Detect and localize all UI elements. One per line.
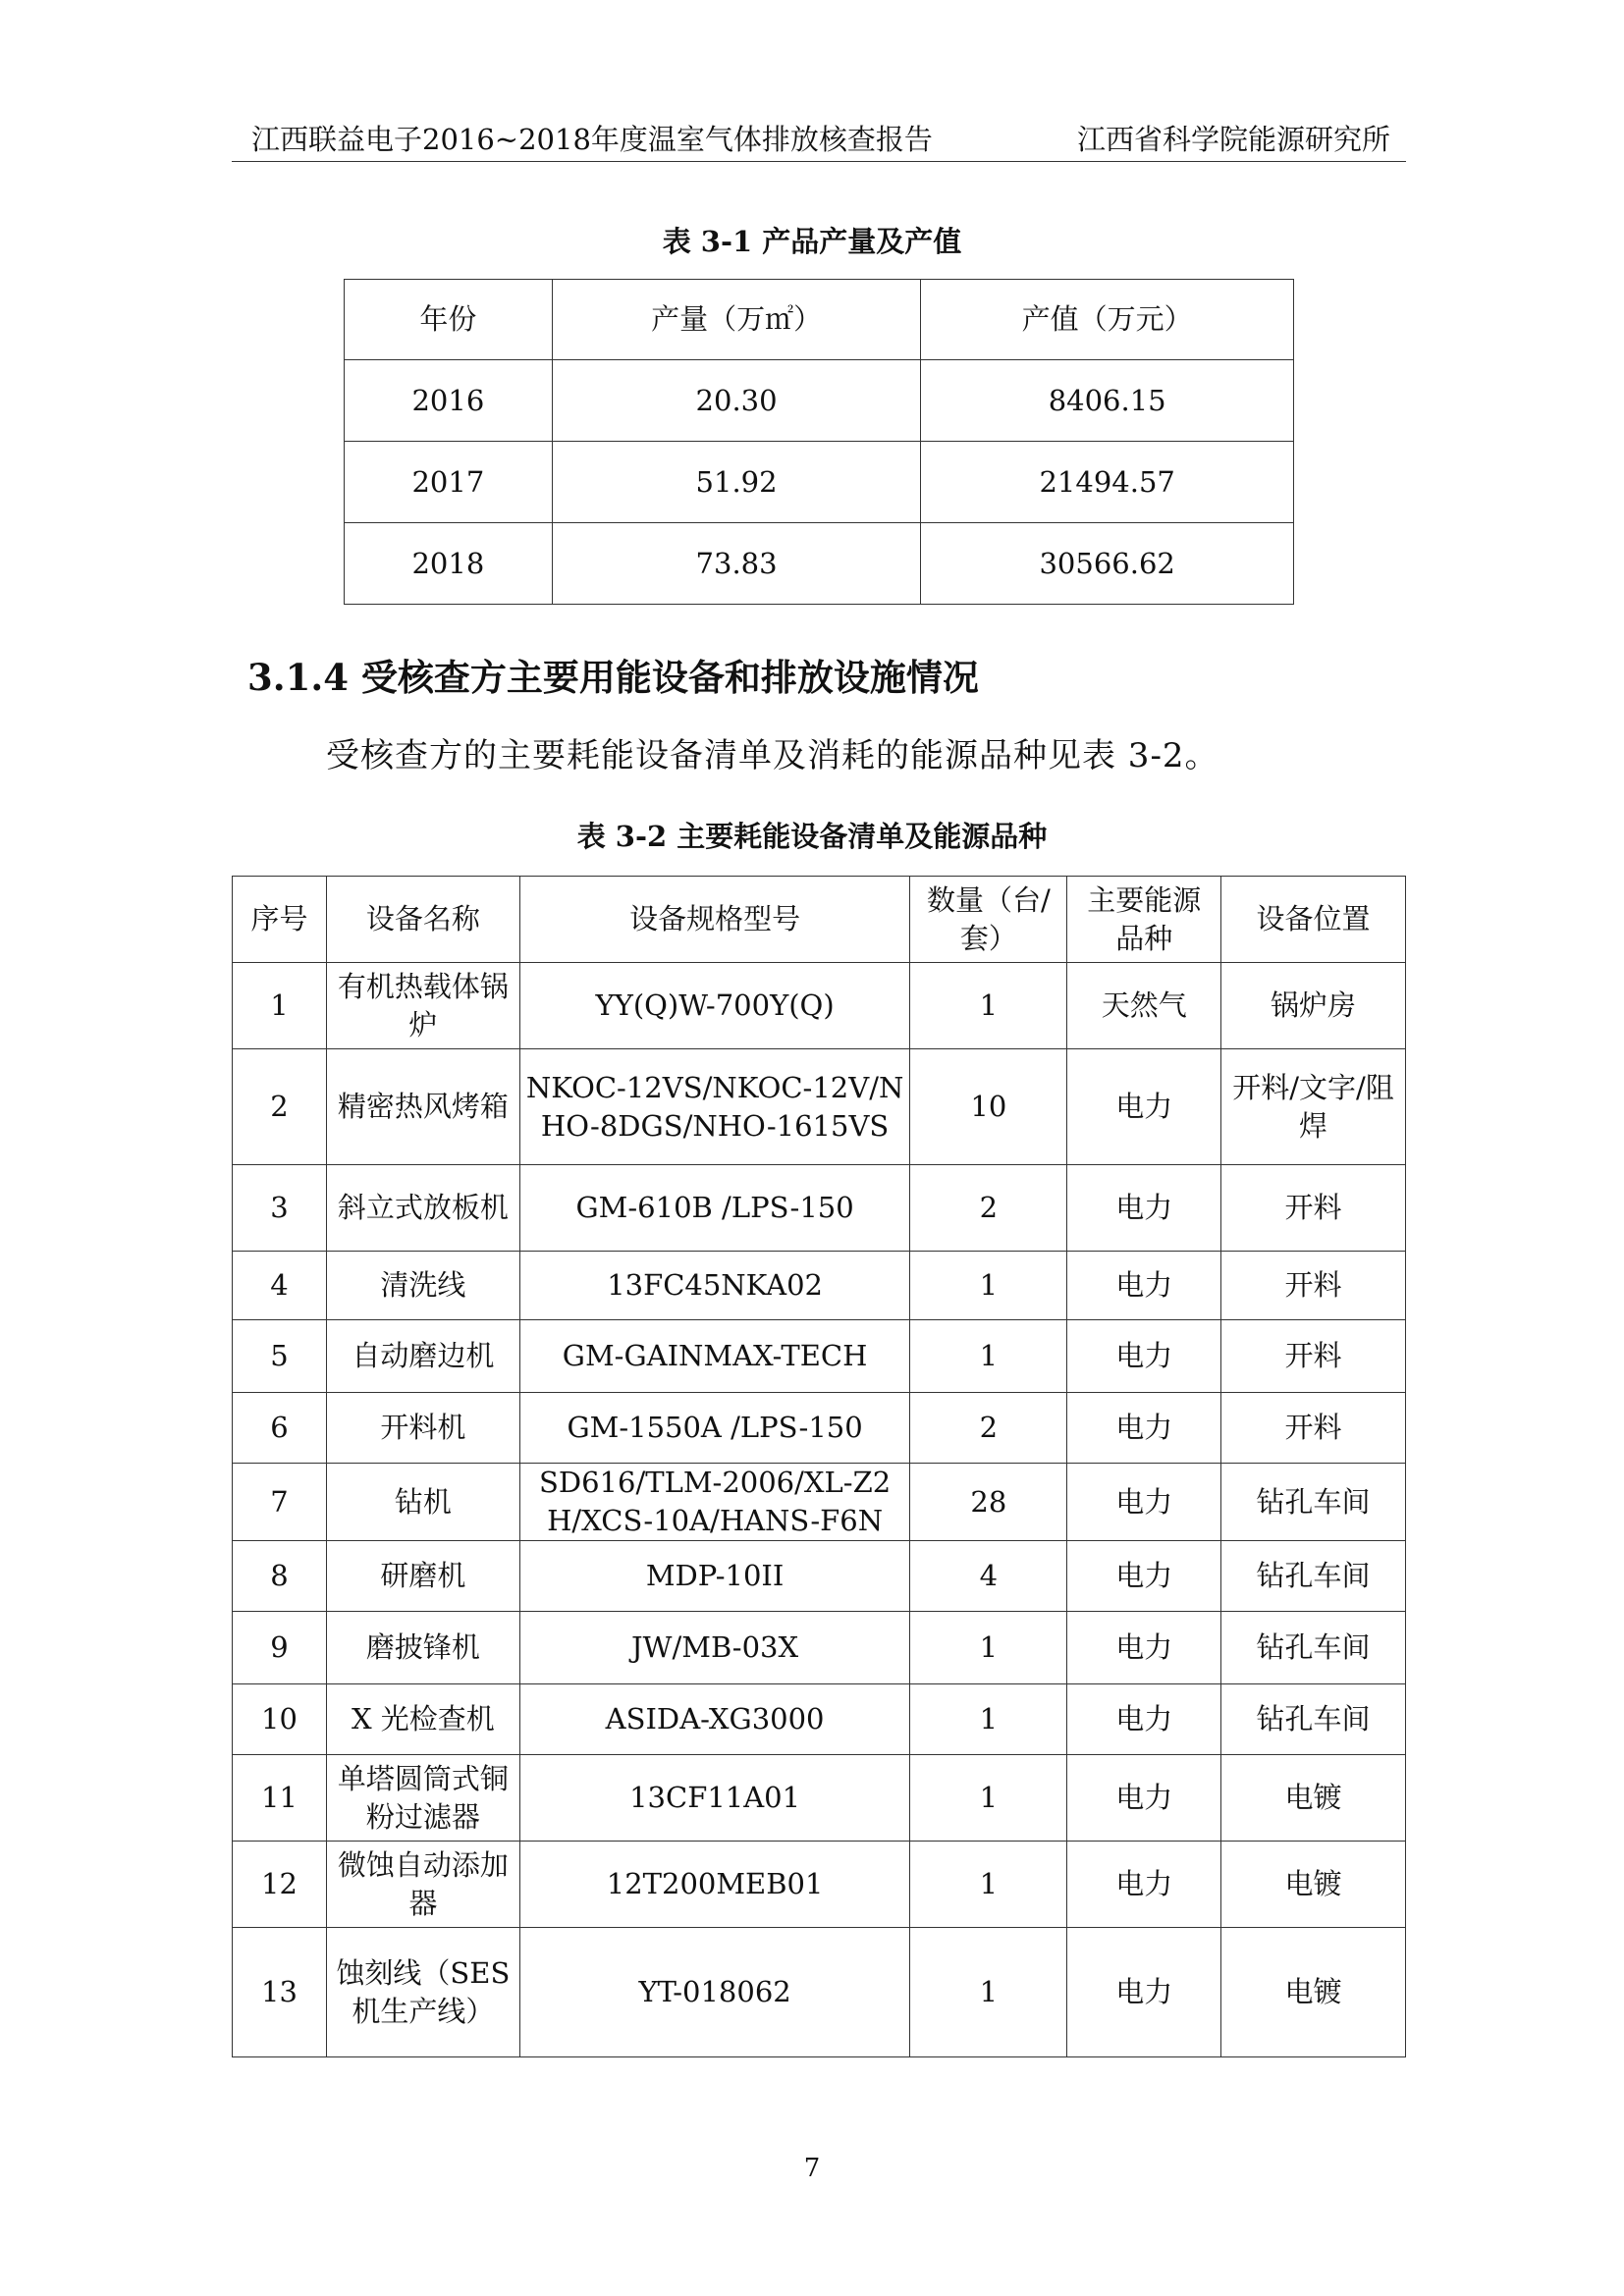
table2-cell: 开料/文字/阻焊 [1221,1049,1406,1165]
table-row [233,1165,1406,1252]
table-row [233,1393,1406,1464]
table1-cell: 8406.15 [921,360,1294,442]
table1-cell: 51.92 [552,442,921,523]
table2-cell: 单塔圆筒式铜粉过滤器 [326,1755,519,1842]
table2-cell: 蚀刻线（SES 机生产线） [326,1928,519,2057]
table2-cell: YT-018062 [519,1928,910,2057]
table-row [233,1252,1406,1320]
table2-header-cell: 序号 [233,877,327,963]
table-row [233,1928,1406,2057]
table2-cell: 钻孔车间 [1221,1464,1406,1541]
table2-cell: 28 [910,1464,1067,1541]
table2-cell: MDP-10II [519,1541,910,1612]
section-paragraph: 受核查方的主要耗能设备清单及消耗的能源品种见表 3-2。 [326,736,1219,775]
table2-cell: GM-1550A /LPS-150 [519,1393,910,1464]
table2-cell: 1 [910,1928,1067,2057]
table2-cell: GM-GAINMAX-TECH [519,1320,910,1393]
table2-cell: 电力 [1067,1541,1221,1612]
table2-cell: 8 [233,1541,327,1612]
table2-cell: 斜立式放板机 [326,1165,519,1252]
table-row [233,1541,1406,1612]
table2-cell: 开料 [1221,1165,1406,1252]
table-row [345,442,1294,523]
table2-header-cell: 设备位置 [1221,877,1406,963]
table2-cell: 13CF11A01 [519,1755,910,1842]
table2-cell: 1 [233,963,327,1049]
table-row [233,1755,1406,1842]
table-row [233,963,1406,1049]
table2-cell: 5 [233,1320,327,1393]
table1-header-cell: 年份 [345,280,553,360]
table2-cell: 4 [233,1252,327,1320]
table-row [233,1842,1406,1928]
table1-cell: 30566.62 [921,523,1294,605]
page-header [232,116,1406,162]
table2-cell: 1 [910,1842,1067,1928]
table1-header-row [345,280,1294,360]
table-row [233,1684,1406,1755]
table2-cell: 10 [233,1684,327,1755]
table2-cell: 电力 [1067,1165,1221,1252]
table2-cell: NKOC-12VS/NKOC-12V/NHO-8DGS/NHO-1615VS [519,1049,910,1165]
table2-cell: 11 [233,1755,327,1842]
table1-header-cell: 产量（万㎡） [552,280,921,360]
table2-header-cell: 数量（台/套） [910,877,1067,963]
table2-cell: 3 [233,1165,327,1252]
table2-cell: 1 [910,1755,1067,1842]
table2-cell: X 光检查机 [326,1684,519,1755]
table2-cell: 有机热载体锅炉 [326,963,519,1049]
table2-cell: 磨披锋机 [326,1612,519,1684]
table2-cell: 天然气 [1067,963,1221,1049]
table1-cell: 73.83 [552,523,921,605]
table2-header-cell: 设备规格型号 [519,877,910,963]
table2-cell: 13 [233,1928,327,2057]
table2-cell: 1 [910,1320,1067,1393]
table-row [233,1320,1406,1393]
table2-cell: SD616/TLM-2006/XL-Z2H/XCS-10A/HANS-F6N [519,1464,910,1541]
table2-cell: 7 [233,1464,327,1541]
production-table [344,279,1294,605]
table-row [233,1612,1406,1684]
table2-cell: 微蚀自动添加器 [326,1842,519,1928]
table1-cell: 2016 [345,360,553,442]
table2-cell: 电力 [1067,1393,1221,1464]
table2-cell: 开料 [1221,1393,1406,1464]
table2-cell: 13FC45NKA02 [519,1252,910,1320]
table2-cell: 电力 [1067,1049,1221,1165]
table2-cell: 1 [910,1684,1067,1755]
table1-cell: 21494.57 [921,442,1294,523]
table-row [233,1049,1406,1165]
table2-cell: 1 [910,1252,1067,1320]
table2-cell: 钻孔车间 [1221,1684,1406,1755]
table2-cell: 电镀 [1221,1842,1406,1928]
table2-cell: 9 [233,1612,327,1684]
table2-cell: 10 [910,1049,1067,1165]
table2-header-row [233,877,1406,963]
table2-cell: 12T200MEB01 [519,1842,910,1928]
table-row [345,360,1294,442]
table2-cell: 开料 [1221,1320,1406,1393]
table2-cell: 电镀 [1221,1928,1406,2057]
table2-cell: 2 [233,1049,327,1165]
table2-cell: 钻孔车间 [1221,1612,1406,1684]
table1-cell: 20.30 [552,360,921,442]
table2-cell: 12 [233,1842,327,1928]
table2-cell: ASIDA-XG3000 [519,1684,910,1755]
page-number: 7 [803,2154,821,2183]
table2-cell: 2 [910,1165,1067,1252]
table2-cell: 开料 [1221,1252,1406,1320]
table2-cell: 电力 [1067,1464,1221,1541]
table2-cell: 电力 [1067,1755,1221,1842]
table2-cell: 研磨机 [326,1541,519,1612]
table2-cell: 1 [910,963,1067,1049]
section-heading: 3.1.4 受核查方主要用能设备和排放设施情况 [247,656,979,699]
table1-cell: 2018 [345,523,553,605]
table2-cell: 电力 [1067,1252,1221,1320]
table2-cell: 自动磨边机 [326,1320,519,1393]
table1-cell: 2017 [345,442,553,523]
table2-cell: 2 [910,1393,1067,1464]
table2-cell: 1 [910,1612,1067,1684]
header-report-title: 江西联益电子2016~2018年度温室气体排放核查报告 [251,123,933,156]
table2-cell: YY(Q)W-700Y(Q) [519,963,910,1049]
table2-cell: 开料机 [326,1393,519,1464]
table2-cell: 钻机 [326,1464,519,1541]
table1-caption: 表 3-1 产品产量及产值 [662,225,962,258]
table2-cell: 清洗线 [326,1252,519,1320]
table1-header-cell: 产值（万元） [921,280,1294,360]
table2-cell: 锅炉房 [1221,963,1406,1049]
table2-cell: 电力 [1067,1842,1221,1928]
table2-cell: 电力 [1067,1320,1221,1393]
table2-cell: 4 [910,1541,1067,1612]
table2-cell: 6 [233,1393,327,1464]
table2-header-cell: 主要能源品种 [1067,877,1221,963]
table2-cell: 钻孔车间 [1221,1541,1406,1612]
table2-cell: 电镀 [1221,1755,1406,1842]
table2-cell: GM-610B /LPS-150 [519,1165,910,1252]
table-row [345,523,1294,605]
table2-cell: JW/MB-03X [519,1612,910,1684]
table2-header-cell: 设备名称 [326,877,519,963]
table-row [233,1464,1406,1541]
table2-cell: 精密热风烤箱 [326,1049,519,1165]
table2-cell: 电力 [1067,1612,1221,1684]
table2-caption: 表 3-2 主要耗能设备清单及能源品种 [576,820,1048,853]
table2-cell: 电力 [1067,1684,1221,1755]
table2-cell: 电力 [1067,1928,1221,2057]
equipment-table [232,876,1406,2057]
header-institute: 江西省科学院能源研究所 [1076,123,1390,156]
